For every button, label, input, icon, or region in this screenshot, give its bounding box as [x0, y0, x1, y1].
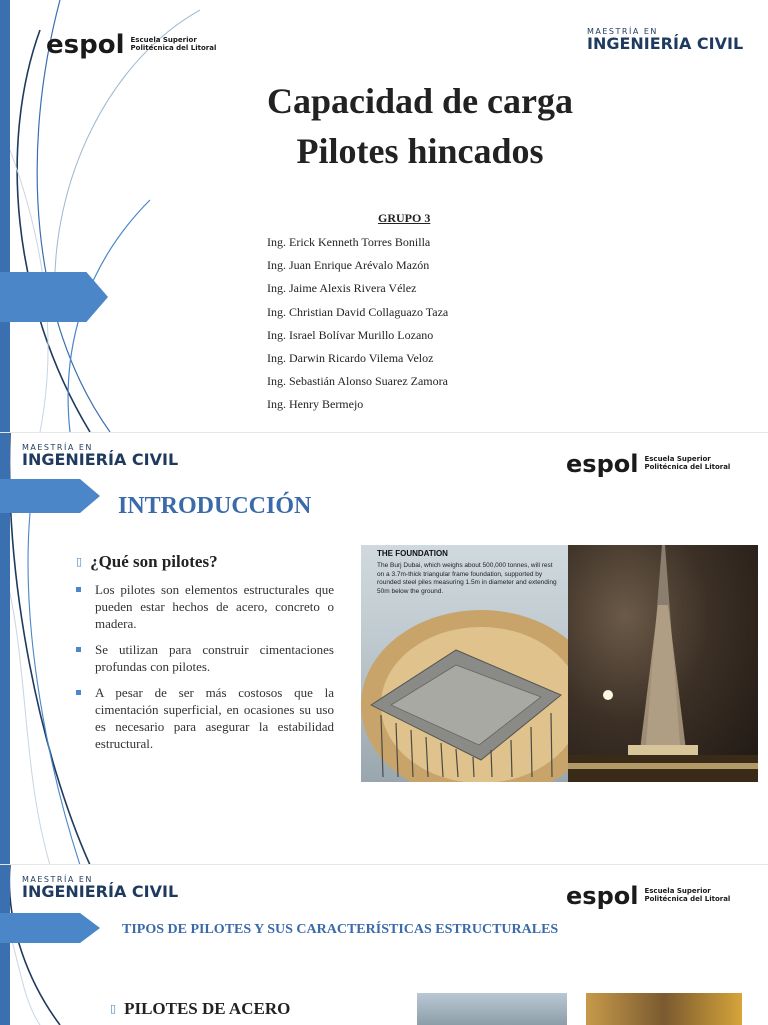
member-item: Ing. Erick Kenneth Torres Bonilla [267, 235, 431, 249]
maestria-logo: MAESTRÍA EN INGENIERÍA CIVIL [22, 875, 179, 901]
list-item: A pesar de ser más costosos que la cimentación superficial, en ocasiones su uso es necesario para asegurar la estabilidad estructural. [76, 684, 334, 752]
bullet-marker-icon: ▯ [76, 555, 83, 568]
steel-pile-image [586, 993, 742, 1025]
list-item: Los pilotes son elementos estructurales que pueden estar hechos de acero, concreto o madera. [76, 581, 334, 632]
group-label: GRUPO 3 [378, 211, 431, 225]
maestria-logo: MAESTRÍA EN INGENIERÍA CIVIL [22, 443, 179, 469]
burj-illustration [568, 545, 758, 782]
section-heading: TIPOS DE PILOTES Y SUS CARACTERÍSTICAS ESTRUCTURALES [122, 922, 559, 937]
page-title: Capacidad de carga Pilotes hincados [267, 81, 573, 171]
foundation-title: THE FOUNDATION [377, 549, 448, 558]
accent-arrow [0, 272, 108, 322]
steel-pile-image [417, 993, 567, 1025]
question-heading: ▯ ¿Qué son pilotes? [76, 552, 218, 571]
side-bar [0, 0, 10, 432]
section-heading: INTRODUCCIÓN [118, 493, 312, 519]
slide-title [0, 0, 768, 432]
accent-arrow [0, 913, 100, 943]
slide-tipos-pilotes [0, 864, 768, 1025]
member-item: Ing. Darwin Ricardo Vilema Veloz [267, 350, 434, 365]
subheading: ▯ PILOTES DE ACERO [110, 999, 291, 1018]
member-item: Ing. Juan Enrique Arévalo Mazón [267, 258, 430, 273]
burj-khalifa-image [568, 545, 758, 782]
list-item: Se utilizan para construir cimentaciones profundas con pilotes. [76, 641, 334, 675]
espol-logo: espol Escuela Superior Politécnica del Litoral [566, 450, 731, 478]
slide-introduccion [0, 432, 768, 865]
bullet-marker-icon: ▯ [110, 1002, 117, 1015]
espol-logo: espol Escuela Superior Politécnica del Litoral [46, 30, 217, 60]
member-item: Ing. Sebastián Alonso Suarez Zamora [267, 374, 448, 389]
bullet-list [76, 581, 334, 761]
member-item: Ing. Henry Bermejo [267, 397, 364, 412]
member-item: Ing. Jaime Alexis Rivera Vélez [267, 281, 417, 296]
member-item: Ing. Israel Bolívar Murillo Lozano [267, 327, 434, 342]
accent-arrow [0, 479, 100, 513]
side-bar [0, 865, 10, 1025]
foundation-caption: The Burj Dubai, which weighs about 500,000 tonnes, will rest on a 3.7m-thick triangular frame foundation, supported by rounded steel piles measuring 1.5m in diameter and extending 50m below the ground. [377, 562, 557, 595]
maestria-logo: MAESTRÍA EN INGENIERÍA CIVIL [587, 27, 744, 53]
foundation-image [361, 545, 568, 782]
decorative-curves [0, 0, 200, 432]
espol-logo: espol Escuela Superior Politécnica del Litoral [566, 882, 731, 910]
member-item: Ing. Christian David Collaguazo Taza [267, 304, 449, 319]
member-list [267, 233, 448, 419]
